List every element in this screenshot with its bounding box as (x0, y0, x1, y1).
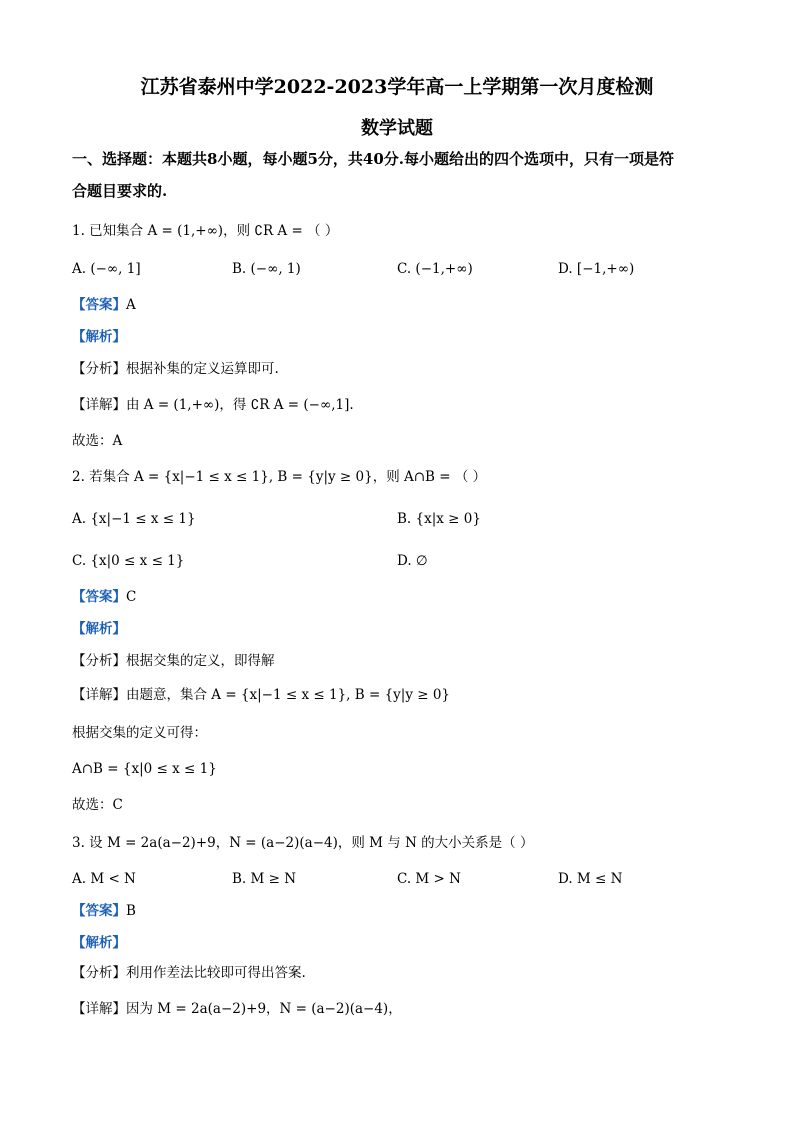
q1-option-a: A. (−∞, 1] (72, 261, 141, 277)
answer-tag: 【答案】 (72, 903, 126, 919)
q1-detail: 由 A = (1,+∞)，得 ∁R A = (−∞,1]. (126, 397, 354, 413)
q2-stem: 2. 若集合 A = {x|−1 ≤ x ≤ 1}, B = {y|y ≥ 0}，则 A∩B = （ ） (72, 469, 487, 485)
q1-detail-line (72, 396, 354, 414)
q3-option-b: B. M ≥ N (232, 871, 297, 887)
page-title: 江苏省泰州中学2022-2023学年高一上学期第一次月度检测 (140, 76, 654, 98)
q2-option-a: A. {x|−1 ≤ x ≤ 1} (72, 511, 196, 527)
q3-fenxi-line (72, 964, 306, 982)
q2-option-c: C. {x|0 ≤ x ≤ 1} (72, 553, 185, 569)
q1-answer-line (72, 296, 136, 314)
q3-detail: 因为 M = 2a(a−2)+9，N = (a−2)(a−4)， (126, 1001, 402, 1017)
q2-choice: 故选：C (72, 797, 123, 813)
q2-detail-line (72, 686, 450, 704)
q3-option-a: A. M < N (72, 871, 136, 887)
q1-stem: 1. 已知集合 A = (1,+∞)，则 ∁R A = （ ） (72, 223, 339, 239)
q3-stem: 3. 设 M = 2a(a−2)+9，N = (a−2)(a−4)，则 M 与 N 的大小关系是（ ） (72, 835, 534, 851)
analysis-tag: 【解析】 (72, 621, 126, 637)
q2-answer: C (126, 589, 137, 605)
q2-answer-line (72, 588, 136, 606)
q1-analysis-tag (72, 328, 126, 346)
detail-tag: 【详解】 (72, 687, 126, 703)
q1-option-d: D. [−1,+∞) (558, 261, 635, 277)
q3-option-d: D. M ≤ N (558, 871, 623, 887)
fenxi-tag: 【分析】 (72, 361, 126, 377)
section-heading-line2: 合题目要求的. (72, 182, 168, 200)
q3-analysis-tag (72, 934, 126, 952)
q2-analysis-tag (72, 620, 126, 638)
q2-detail-line3: A∩B = {x|0 ≤ x ≤ 1} (72, 761, 217, 777)
fenxi-tag: 【分析】 (72, 965, 126, 981)
detail-tag: 【详解】 (72, 1001, 126, 1017)
answer-tag: 【答案】 (72, 589, 126, 605)
q2-option-d: D. ∅ (397, 553, 428, 569)
q1-option-b: B. (−∞, 1) (232, 261, 301, 277)
q2-fenxi: 根据交集的定义，即得解 (126, 653, 275, 669)
q2-option-b: B. {x|x ≥ 0} (397, 511, 481, 527)
q3-answer: B (126, 903, 136, 919)
page-subtitle: 数学试题 (361, 118, 433, 139)
q3-detail-line (72, 1000, 402, 1018)
q3-fenxi: 利用作差法比较即可得出答案. (126, 965, 306, 981)
analysis-tag: 【解析】 (72, 329, 126, 345)
q3-option-c: C. M > N (397, 871, 461, 887)
q2-detail-line2: 根据交集的定义可得： (72, 725, 207, 741)
fenxi-tag: 【分析】 (72, 653, 126, 669)
q2-detail: 由题意，集合 A = {x|−1 ≤ x ≤ 1}, B = {y|y ≥ 0} (126, 687, 451, 703)
analysis-tag: 【解析】 (72, 935, 126, 951)
q3-answer-line (72, 902, 136, 920)
answer-tag: 【答案】 (72, 297, 126, 313)
q1-fenxi-line (72, 360, 279, 378)
q1-option-c: C. (−1,+∞) (397, 261, 473, 277)
detail-tag: 【详解】 (72, 397, 126, 413)
q1-fenxi: 根据补集的定义运算即可. (126, 361, 279, 377)
q1-choice: 故选：A (72, 433, 123, 449)
q1-answer: A (126, 297, 136, 313)
q2-fenxi-line (72, 652, 275, 670)
section-heading-line1: 一、选择题：本题共8小题，每小题5分，共40分.每小题给出的四个选项中，只有一项是符 (72, 150, 674, 168)
